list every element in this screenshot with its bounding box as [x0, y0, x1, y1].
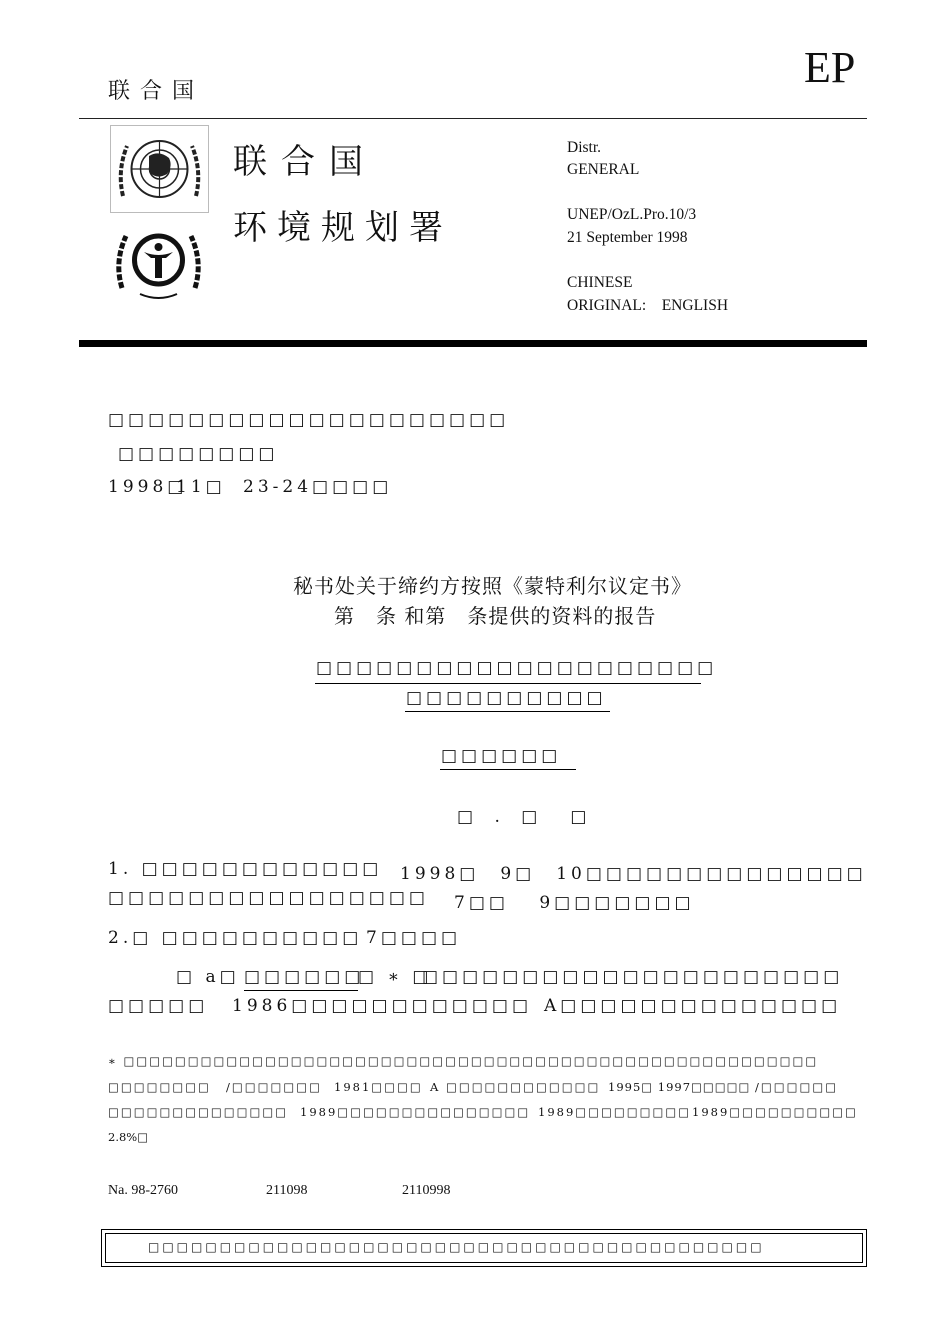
paragraph3-label: □ a□ — [176, 967, 240, 987]
footnote-line2-d: A □□□□□□□□□□□□ — [430, 1080, 601, 1094]
subtitle-line1: □□□□□□□□□□□□□□□□□□□□ — [316, 658, 718, 678]
footnote-line2-b: /□□□□□□□ — [226, 1080, 322, 1094]
paragraph3-footnote-ref: □ ∗ □ — [358, 967, 433, 987]
document-language: CHINESE — [567, 274, 633, 291]
organization-name-line2: 环境规划署 — [233, 208, 453, 248]
report-title-line2: 第 条 和第 条提供的资料的报告 — [334, 604, 657, 628]
paragraph3-underlined-term: □□□□□□ — [244, 967, 365, 987]
paragraph1-part-c: □□□□□□□□□□□□□□□□ — [108, 888, 429, 908]
paragraph3-underline — [244, 990, 358, 991]
organization-name-line1: 联合国 — [233, 142, 377, 182]
meeting-month: 11□ — [176, 477, 226, 497]
paragraph1-part-b: 1998□ 9□ 10□□□□□□□□□□□□□□ — [400, 864, 867, 884]
unep-emblem-icon — [110, 222, 207, 304]
footnote-line3-c: 1989□□□□□□□□□ — [538, 1105, 692, 1119]
footnote-line1: ∗ □□□□□□□□□□□□□□□□□□□□□□□□□□□□□□□□□□□□□□□□□□□□□□□□□□□□□□ — [108, 1054, 819, 1068]
meeting-year: 1998□ — [108, 477, 188, 497]
footnote-line3-a: □□□□□□□□□□□□□□ — [108, 1105, 289, 1119]
footnote-line3-d: 1989□□□□□□□□□□ — [692, 1105, 858, 1119]
paragraph4-part-a: □□□□□ — [108, 996, 209, 1016]
footnote-line2-e: 1995□ 1997□□□□□ — [608, 1080, 751, 1094]
paragraph3-text: □□□□□□□□□□□□□□□□□□□□□ — [422, 967, 844, 987]
footnote-line3-b: 1989□□□□□□□□□□□□□□□ — [300, 1105, 531, 1119]
document-symbol: UNEP/OzL.Pro.10/3 — [567, 206, 697, 223]
header-rule-thin — [79, 118, 867, 119]
footnote-line2-c: 1981□□□□ — [334, 1080, 423, 1094]
meeting-line2: □□□□□□□□ — [118, 444, 279, 464]
section-heading: □ . □ □ — [457, 807, 595, 827]
report-title-line1: 秘书处关于缔约方按照《蒙特利尔议定书》 — [293, 574, 692, 598]
meeting-line1: □□□□□□□□□□□□□□□□□□□□ — [108, 410, 510, 430]
footnote-line2-a: □□□□□□□□ — [108, 1080, 211, 1094]
top-organization-label: 联合国 — [108, 79, 205, 104]
ep-mark: EP — [804, 43, 856, 92]
header-rule-thick — [79, 340, 867, 347]
subtitle-underline2 — [405, 711, 610, 712]
document-code-2: 2110998 — [402, 1183, 451, 1198]
original-language: ORIGINAL: ENGLISH — [567, 297, 729, 314]
paragraph4-part-c: A□□□□□□□□□□□□□□ — [544, 996, 842, 1016]
distribution-label: Distr. — [567, 139, 602, 156]
paragraph2-part-a: 2.□ □□□□□□□□□□ — [108, 928, 363, 948]
footnote-line2-f: /□□□□□□ — [755, 1080, 839, 1094]
paragraph1-part-d: 7□□ 9□□□□□□□ — [454, 893, 695, 913]
subtitle-line2: □□□□□□□□□□ — [406, 688, 607, 708]
document-code-1: 211098 — [266, 1183, 308, 1198]
document-date: 21 September 1998 — [567, 229, 688, 246]
paragraph1-part-a: 1. □□□□□□□□□□□□ — [108, 859, 383, 879]
distribution-value: GENERAL — [567, 161, 640, 178]
paragraph4-part-b: 1986□□□□□□□□□□□□ — [232, 996, 533, 1016]
subtitle-underline1 — [315, 683, 701, 684]
footnote-line4: 2.8%□ — [108, 1130, 149, 1144]
meeting-days: 23-24□□□□ — [243, 477, 393, 497]
paragraph2-part-b: 7□□□□ — [366, 928, 462, 948]
document-number: Na. 98-2760 — [108, 1183, 178, 1198]
footer-notice-text: □□□□□□□□□□□□□□□□□□□□□□□□□□□□□□□□□□□□□□□□□□□ — [148, 1240, 765, 1254]
subtitle-line3: □□□□□□ — [441, 746, 562, 766]
subtitle-underline3 — [440, 769, 576, 770]
un-emblem-icon — [110, 125, 209, 213]
